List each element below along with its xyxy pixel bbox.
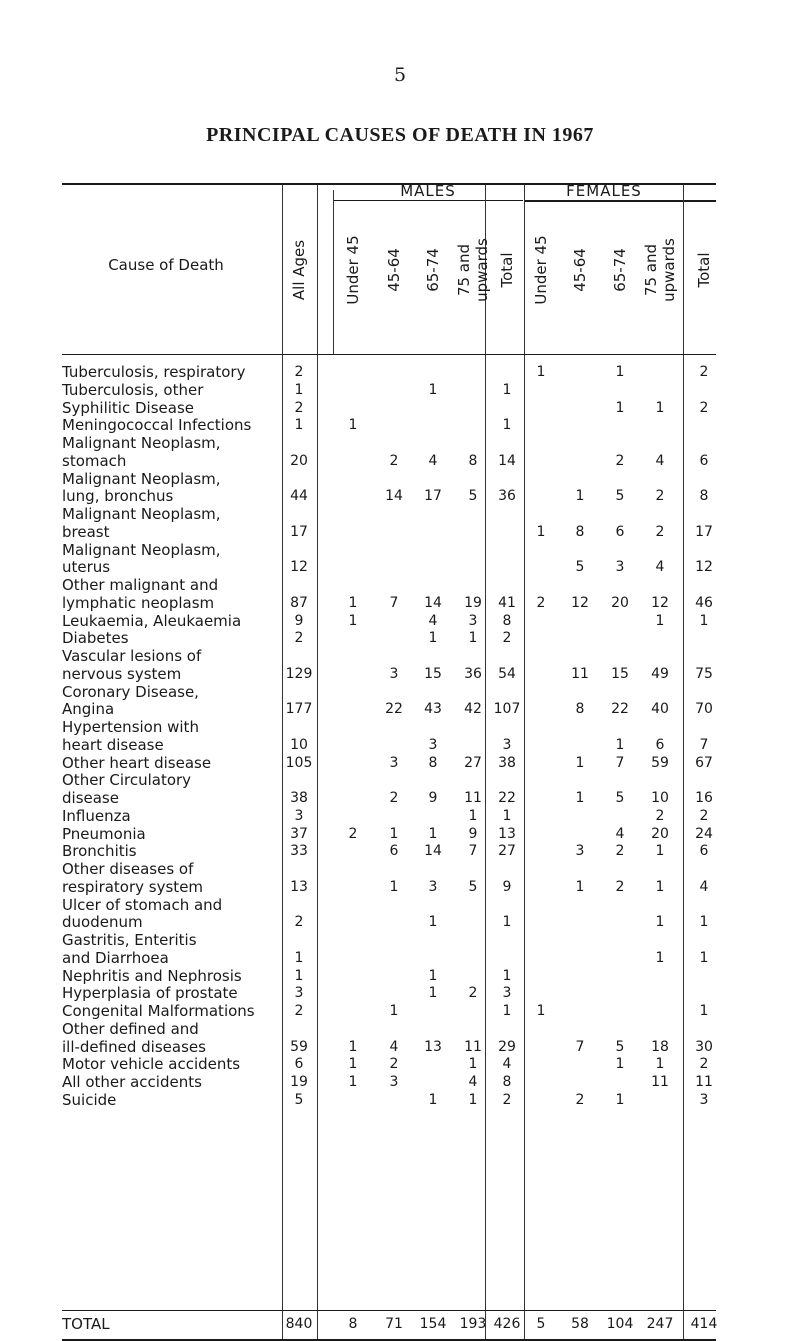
males-value: 22 [498, 790, 516, 806]
females-value: 1 [655, 843, 665, 860]
females-value: 1 [615, 364, 625, 380]
females-value: 4 [655, 559, 665, 576]
all-ages-value: 2 [294, 630, 304, 647]
cause-label: Angina [62, 700, 115, 719]
total-label: TOTAL [62, 1315, 110, 1333]
cause-label: Malignant Neoplasm, [62, 434, 221, 452]
females-value: 1 [575, 790, 585, 806]
males-value: 1 [502, 914, 512, 931]
males-value: 1 [348, 1074, 358, 1090]
cause-label: Malignant Neoplasm, [62, 469, 221, 488]
females-value: 1 [655, 914, 665, 931]
cause-label: Suicide [62, 1090, 117, 1109]
males-value: 1 [348, 1056, 358, 1073]
males-value: 22 [385, 701, 403, 718]
cause-label: lung, bronchus [62, 487, 174, 506]
females-value: 2 [699, 807, 709, 824]
males-value: 8 [502, 612, 512, 629]
cause-label: Other diseases of [62, 860, 194, 878]
females-value: 6 [699, 452, 709, 469]
all-ages-value: 2 [294, 1003, 304, 1019]
all-ages-value: 1 [294, 417, 304, 434]
cause-label: Influenza [62, 806, 131, 825]
males-value: 1 [468, 807, 478, 824]
females-value: 70 [695, 701, 713, 718]
males-75-and-upwards-header: 75 and upwards [455, 238, 491, 302]
all-ages-value: 1 [294, 967, 304, 984]
females-value: 2 [615, 843, 625, 860]
females-value: 1 [655, 612, 665, 629]
males-value: 8 [428, 754, 438, 771]
females-value: 2 [699, 1056, 709, 1073]
females-total-header: Total [695, 252, 713, 288]
males-value: 36 [464, 665, 482, 682]
males-value: 17 [424, 488, 442, 505]
males-value: 9 [428, 790, 438, 806]
all-ages-value: 10 [290, 736, 308, 753]
total-females-value: 58 [571, 1316, 589, 1332]
males-value: 1 [502, 967, 512, 984]
cause-label: Hypertension with [62, 718, 199, 736]
page-number: 5 [393, 64, 407, 86]
females-value: 1 [536, 364, 546, 380]
females-value: 1 [615, 1091, 625, 1108]
females-value: 1 [655, 1056, 665, 1073]
females-65-74-header: 65-74 [611, 248, 629, 292]
females-value: 2 [615, 452, 625, 469]
females-value: 8 [575, 523, 585, 540]
males-value: 2 [389, 790, 399, 806]
all-ages-value: 5 [294, 1091, 304, 1108]
cause-label: Malignant Neoplasm, [62, 505, 221, 523]
males-value: 14 [498, 452, 516, 469]
all-ages-value: 1 [294, 381, 304, 398]
females-value: 7 [615, 754, 625, 771]
females-value: 40 [651, 701, 669, 718]
females-value: 1 [615, 736, 625, 753]
males-value: 2 [502, 1091, 512, 1108]
all-ages-value: 9 [294, 612, 304, 629]
females-value: 8 [699, 488, 709, 505]
males-value: 1 [468, 1056, 478, 1073]
males-value: 1 [468, 1091, 478, 1108]
males-value: 2 [389, 452, 399, 469]
males-value: 36 [498, 488, 516, 505]
cause-label: Leukaemia, Aleukaemia [62, 611, 242, 630]
males-value: 9 [468, 825, 478, 842]
females-value: 5 [615, 790, 625, 806]
females-value: 24 [695, 825, 713, 842]
cause-label: breast [62, 522, 110, 541]
females-value: 1 [575, 878, 585, 895]
males-value: 2 [348, 825, 358, 842]
all-ages-value: 33 [290, 843, 308, 860]
males-group-header: MALES [400, 182, 456, 200]
females-under-45-header: Under 45 [532, 235, 550, 305]
males-value: 38 [498, 754, 516, 771]
all-ages-header: All Ages [290, 239, 308, 301]
cause-label: and Diarrhoea [62, 948, 169, 967]
females-value: 15 [611, 665, 629, 682]
males-under-45-header: Under 45 [344, 235, 362, 305]
males-value: 1 [348, 1038, 358, 1055]
females-value: 20 [651, 825, 669, 842]
all-ages-value: 20 [290, 452, 308, 469]
males-left-rule [333, 190, 334, 355]
females-value: 4 [655, 452, 665, 469]
females-value: 59 [651, 754, 669, 771]
females-value: 2 [655, 488, 665, 505]
males-value: 15 [424, 665, 442, 682]
females-45-64-header: 45-64 [571, 248, 589, 292]
females-value: 75 [695, 665, 713, 682]
cause-label: respiratory system [62, 877, 204, 896]
cause-label: Vascular lesions of [62, 647, 202, 665]
total-males-value: 154 [419, 1316, 447, 1332]
females-value: 46 [695, 594, 713, 611]
females-value: 20 [611, 594, 629, 611]
males-value: 8 [468, 452, 478, 469]
cause-label: nervous system [62, 664, 182, 683]
all-ages-value: 44 [290, 488, 308, 505]
all-ages-value: 37 [290, 825, 308, 842]
males-value: 19 [464, 594, 482, 611]
cause-label: heart disease [62, 735, 164, 754]
total-females-value: 5 [536, 1316, 546, 1332]
males-value: 4 [428, 452, 438, 469]
males-value: 1 [428, 381, 438, 398]
females-value: 1 [575, 754, 585, 771]
total-females-value: 104 [606, 1316, 634, 1332]
females-value: 11 [695, 1074, 713, 1090]
all-ages-value: 3 [294, 985, 304, 1002]
cause-label: Other heart disease [62, 753, 212, 772]
females-75-and-upwards-header: 75 and upwards [642, 238, 678, 302]
females-value: 18 [651, 1038, 669, 1055]
males-value: 7 [389, 594, 399, 611]
cause-label: Coronary Disease, [62, 682, 199, 701]
cause-label: duodenum [62, 913, 143, 932]
males-value: 1 [348, 417, 358, 434]
males-value: 1 [502, 417, 512, 434]
males-value: 3 [502, 985, 512, 1002]
females-value: 4 [615, 825, 625, 842]
total-females-value: 247 [646, 1316, 674, 1332]
all-ages-value: 3 [294, 807, 304, 824]
all-ages-value: 13 [290, 878, 308, 895]
females-value: 10 [651, 790, 669, 806]
all-ages-value: 129 [285, 665, 313, 682]
cause-label: Gastritis, Enteritis [62, 931, 197, 949]
males-value: 1 [348, 594, 358, 611]
cause-label: Tuberculosis, other [62, 380, 204, 399]
males-value: 54 [498, 665, 516, 682]
females-value: 1 [536, 523, 546, 540]
females-group-rule [524, 200, 716, 202]
females-value: 5 [615, 488, 625, 505]
males-value: 3 [428, 736, 438, 753]
males-value: 3 [502, 736, 512, 753]
females-value: 3 [699, 1091, 709, 1108]
total-males-value: 426 [493, 1316, 521, 1332]
males-value: 7 [468, 843, 478, 860]
all-ages-value: 1 [294, 949, 304, 966]
cause-label: lymphatic neoplasm [62, 593, 215, 612]
females-value: 11 [651, 1074, 669, 1090]
males-45-64-header: 45-64 [385, 248, 403, 292]
females-value: 1 [615, 399, 625, 416]
all-ages-value: 38 [290, 790, 308, 806]
total-all-ages: 840 [285, 1316, 313, 1332]
females-value: 1 [655, 878, 665, 895]
all-ages-value: 2 [294, 364, 304, 380]
males-value: 41 [498, 594, 516, 611]
males-65-74-header: 65-74 [424, 248, 442, 292]
total-males-value: 193 [459, 1316, 487, 1332]
females-value: 2 [699, 364, 709, 380]
females-group-header: FEMALES [566, 182, 642, 200]
females-value: 1 [655, 399, 665, 416]
males-value: 27 [498, 843, 516, 860]
males-value: 3 [428, 878, 438, 895]
females-value: 7 [699, 736, 709, 753]
females-value: 4 [699, 878, 709, 895]
males-value: 4 [389, 1038, 399, 1055]
males-value: 4 [428, 612, 438, 629]
cause-label: Diabetes [62, 629, 129, 648]
females-value: 1 [699, 1003, 709, 1019]
females-value: 12 [571, 594, 589, 611]
males-value: 43 [424, 701, 442, 718]
males-value: 3 [468, 612, 478, 629]
all-ages-value: 17 [290, 523, 308, 540]
total-males-value: 71 [385, 1316, 403, 1332]
females-value: 2 [655, 807, 665, 824]
females-value: 3 [575, 843, 585, 860]
all-ages-value: 12 [290, 559, 308, 576]
all-ages-value: 6 [294, 1056, 304, 1073]
males-value: 2 [502, 630, 512, 647]
cause-label: All other accidents [62, 1073, 202, 1091]
all-ages-value: 177 [285, 701, 313, 718]
cause-label: Syphilitic Disease [62, 398, 194, 417]
cause-label: Other malignant and [62, 576, 219, 594]
cause-label: Congenital Malformations [62, 1002, 255, 1020]
cause-of-death-header: Cause of Death [108, 256, 224, 274]
females-value: 6 [699, 843, 709, 860]
males-value: 14 [385, 488, 403, 505]
females-value: 8 [575, 701, 585, 718]
header-bottom-rule [62, 354, 716, 355]
males-group-rule [333, 200, 523, 201]
cause-label: ill-defined diseases [62, 1037, 206, 1056]
cause-label: Ulcer of stomach and [62, 895, 223, 914]
males-value: 1 [428, 914, 438, 931]
males-value: 3 [389, 754, 399, 771]
males-value: 1 [348, 612, 358, 629]
males-value: 2 [389, 1056, 399, 1073]
males-value: 4 [502, 1056, 512, 1073]
cause-label: Pneumonia [62, 824, 146, 843]
males-value: 9 [502, 878, 512, 895]
cause-label: disease [62, 789, 119, 807]
males-value: 13 [498, 825, 516, 842]
males-value: 6 [389, 843, 399, 860]
females-value: 5 [575, 559, 585, 576]
females-value: 2 [536, 594, 546, 611]
females-value: 6 [655, 736, 665, 753]
cause-label: Other Circulatory [62, 771, 192, 790]
females-value: 12 [651, 594, 669, 611]
females-value: 1 [655, 949, 665, 966]
cause-label: Bronchitis [62, 842, 137, 861]
females-value: 1 [699, 612, 709, 629]
females-value: 67 [695, 754, 713, 771]
females-value: 12 [695, 559, 713, 576]
cause-label: Meningococcal Infections [62, 416, 252, 435]
males-value: 3 [389, 1074, 399, 1090]
females-value: 1 [615, 1056, 625, 1073]
females-value: 49 [651, 665, 669, 682]
total-females-value: 414 [690, 1316, 718, 1332]
males-value: 1 [428, 630, 438, 647]
page-title: PRINCIPAL CAUSES OF DEATH IN 1967 [206, 124, 594, 146]
males-value: 1 [389, 878, 399, 895]
all-ages-value: 105 [285, 754, 313, 771]
males-value: 14 [424, 594, 442, 611]
cause-label: Motor vehicle accidents [62, 1055, 241, 1074]
males-value: 107 [493, 701, 521, 718]
cause-label: Nephritis and Nephrosis [62, 966, 242, 985]
males-value: 1 [502, 807, 512, 824]
all-ages-value: 2 [294, 914, 304, 931]
females-value: 1 [699, 914, 709, 931]
males-value: 13 [424, 1038, 442, 1055]
females-value: 16 [695, 790, 713, 806]
females-value: 1 [575, 488, 585, 505]
females-value: 2 [699, 399, 709, 416]
males-value: 27 [464, 754, 482, 771]
females-value: 3 [615, 559, 625, 576]
males-value: 1 [428, 985, 438, 1002]
females-value: 2 [655, 523, 665, 540]
males-value: 11 [464, 1038, 482, 1055]
total-top-rule [62, 1310, 716, 1311]
males-value: 5 [468, 878, 478, 895]
males-value: 1 [389, 1003, 399, 1019]
females-value: 1 [699, 949, 709, 966]
females-value: 22 [611, 701, 629, 718]
all-ages-value: 59 [290, 1038, 308, 1055]
males-value: 1 [428, 825, 438, 842]
all-ages-value: 2 [294, 399, 304, 416]
males-value: 29 [498, 1038, 516, 1055]
cause-label: Malignant Neoplasm, [62, 540, 221, 559]
females-value: 11 [571, 665, 589, 682]
females-value: 17 [695, 523, 713, 540]
males-value: 1 [389, 825, 399, 842]
all-ages-value: 87 [290, 594, 308, 611]
males-value: 42 [464, 701, 482, 718]
males-value: 4 [468, 1074, 478, 1090]
females-value: 5 [615, 1038, 625, 1055]
males-value: 1 [428, 967, 438, 984]
cause-label: stomach [62, 451, 127, 470]
females-value: 2 [615, 878, 625, 895]
cause-label: Tuberculosis, respiratory [62, 363, 246, 381]
males-value: 5 [468, 488, 478, 505]
total-males-value: 8 [348, 1316, 358, 1332]
females-value: 6 [615, 523, 625, 540]
males-value: 1 [502, 1003, 512, 1019]
all-ages-value: 19 [290, 1074, 308, 1090]
males-total-header: Total [498, 252, 516, 288]
males-value: 14 [424, 843, 442, 860]
males-value: 1 [468, 630, 478, 647]
males-value: 3 [389, 665, 399, 682]
cause-label: Other defined and [62, 1019, 199, 1038]
cause-label: Hyperplasia of prostate [62, 984, 238, 1003]
females-value: 2 [575, 1091, 585, 1108]
males-value: 11 [464, 790, 482, 806]
males-value: 1 [428, 1091, 438, 1108]
females-value: 30 [695, 1038, 713, 1055]
males-value: 8 [502, 1074, 512, 1090]
cause-label: uterus [62, 558, 111, 577]
males-value: 1 [502, 381, 512, 398]
females-value: 7 [575, 1038, 585, 1055]
males-value: 2 [468, 985, 478, 1002]
females-value: 1 [536, 1003, 546, 1019]
